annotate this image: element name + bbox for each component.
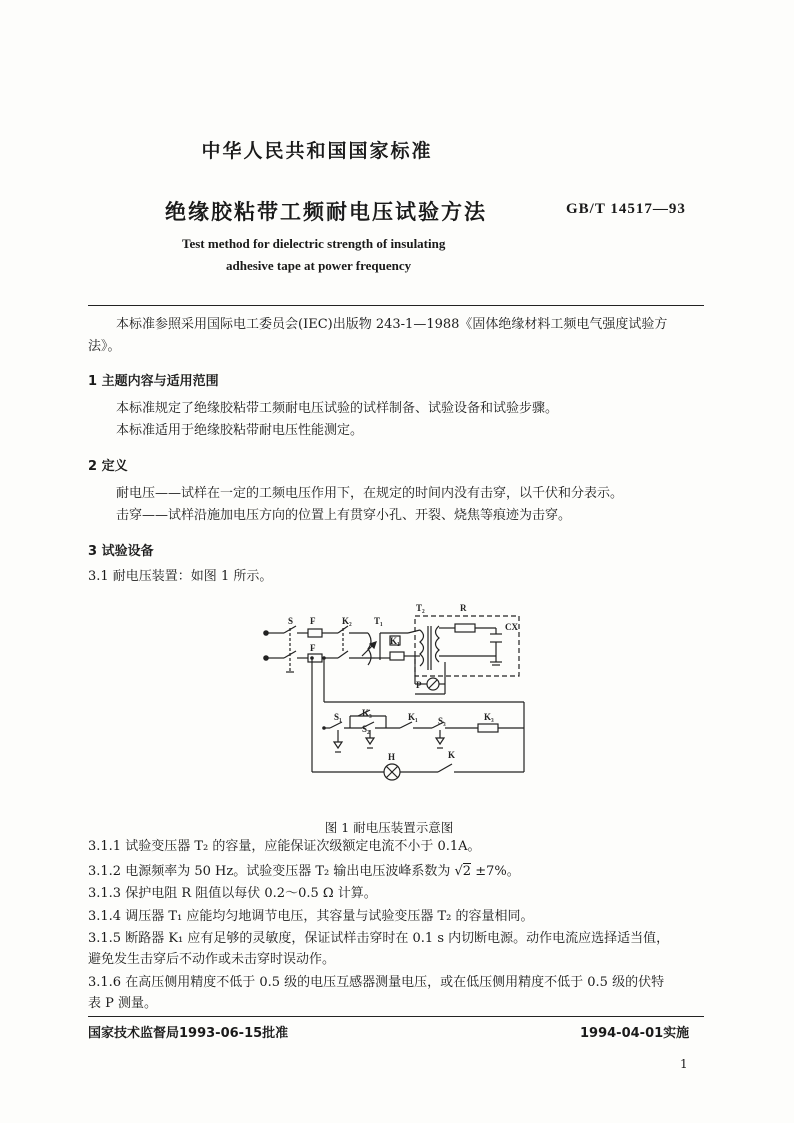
- item-3-1: 3.1 耐电压装置：如图 1 所示。: [88, 569, 273, 584]
- header-rule: [88, 305, 704, 306]
- item-3-1-1: 3.1.1 试验变压器 T₂ 的容量，应能保证次级额定电流不小于 0.1A。: [88, 839, 481, 854]
- effective-date: 1994-04-01实施: [580, 1026, 690, 1041]
- label-k1b: K₁: [408, 712, 418, 722]
- english-title-line-1: Test method for dielectric strength of insulating: [182, 236, 446, 251]
- national-standard-heading: 中华人民共和国国家标准: [201, 140, 433, 162]
- issue-date: 国家技术监督局1993-06-15批准: [88, 1026, 289, 1041]
- figure-caption: 图 1 耐电压装置示意图: [324, 820, 454, 835]
- item-3-1-2: [88, 861, 520, 883]
- item-3-1-4: 3.1.4 调压器 T₁ 应能均匀地调节电压，其容量与试验变压器 T₂ 的容量相同。: [88, 909, 534, 924]
- english-title-line-2: adhesive tape at power frequency: [226, 258, 412, 273]
- section-1-paragraph-2: 本标准适用于绝缘胶粘带耐电压性能测定。: [116, 423, 364, 438]
- label-s3: S₃: [438, 716, 446, 726]
- label-cx: CX: [505, 622, 518, 632]
- section-3-heading: 3 试验设备: [88, 544, 154, 559]
- section-1-heading: 1 主题内容与适用范围: [88, 374, 219, 389]
- item-3-1-6-line-1: 3.1.6 在高压侧用精度不低于 0.5 级的电压互感器测量电压，或在低压侧用精度不低于 0.5 级的伏特: [88, 975, 665, 990]
- label-h: H: [388, 752, 396, 762]
- intro-line-1: 本标准参照采用国际电工委员会(IEC)出版物 243-1—1988《固体绝缘材料工频电气强度试验方: [116, 317, 668, 332]
- circuit-diagram: [250, 598, 550, 810]
- label-f1: F: [310, 616, 316, 626]
- label-r: R: [460, 603, 467, 613]
- section-2-paragraph-2: 击穿——试样沿施加电压方向的位置上有贯穿小孔、开裂、烧焦等痕迹为击穿。: [116, 508, 572, 523]
- item-3-1-2-tail: ±7%。: [475, 864, 520, 879]
- document-title: 绝缘胶粘带工频耐电压试验方法: [165, 200, 487, 224]
- label-t2: T₂: [416, 603, 425, 613]
- intro-line-2: 法》。: [88, 339, 121, 354]
- standard-number: GB/T 14517—93: [566, 201, 686, 217]
- item-3-1-2-text: 3.1.2 电源频率为 50 Hz。试验变压器 T₂ 输出电压波峰系数为: [88, 864, 451, 879]
- label-p: P: [416, 680, 422, 690]
- sqrt-radicand: 2: [462, 864, 472, 879]
- label-k1: K₁: [390, 636, 400, 646]
- item-3-1-5-line-1: 3.1.5 断路器 K₁ 应有足够的灵敏度，保证试样击穿时在 0.1 s 内切断电源。动作电流应选择适当值，: [88, 931, 670, 946]
- label-k: K: [448, 750, 456, 760]
- item-3-1-3: 3.1.3 保护电阻 R 阻值以每伏 0.2～0.5 Ω 计算。: [88, 886, 377, 901]
- section-2-paragraph-1: 耐电压——试样在一定的工频电压作用下，在规定的时间内没有击穿，以千伏和分表示。: [116, 486, 624, 501]
- item-3-1-5-line-2: 避免发生击穿后不动作或未击穿时误动作。: [88, 952, 336, 967]
- label-s2: S₂: [362, 724, 370, 734]
- label-s1: S₁: [334, 712, 342, 722]
- section-1-paragraph-1: 本标准规定了绝缘胶粘带工频耐电压试验的试样制备、试验设备和试验步骤。: [116, 401, 559, 416]
- label-s: S: [288, 616, 294, 626]
- label-t1: T₁: [374, 616, 383, 626]
- item-3-1-6-line-2: 表 P 测量。: [88, 996, 158, 1011]
- label-k2: K₂: [342, 616, 352, 626]
- section-2-heading: 2 定义: [88, 459, 128, 474]
- label-k3: K₃: [362, 708, 372, 718]
- label-f2: F: [310, 643, 316, 653]
- page-number: 1: [680, 1057, 688, 1071]
- label-k3b: K₃: [484, 712, 494, 722]
- sqrt-icon: √: [454, 864, 463, 879]
- footer-rule: [88, 1016, 704, 1017]
